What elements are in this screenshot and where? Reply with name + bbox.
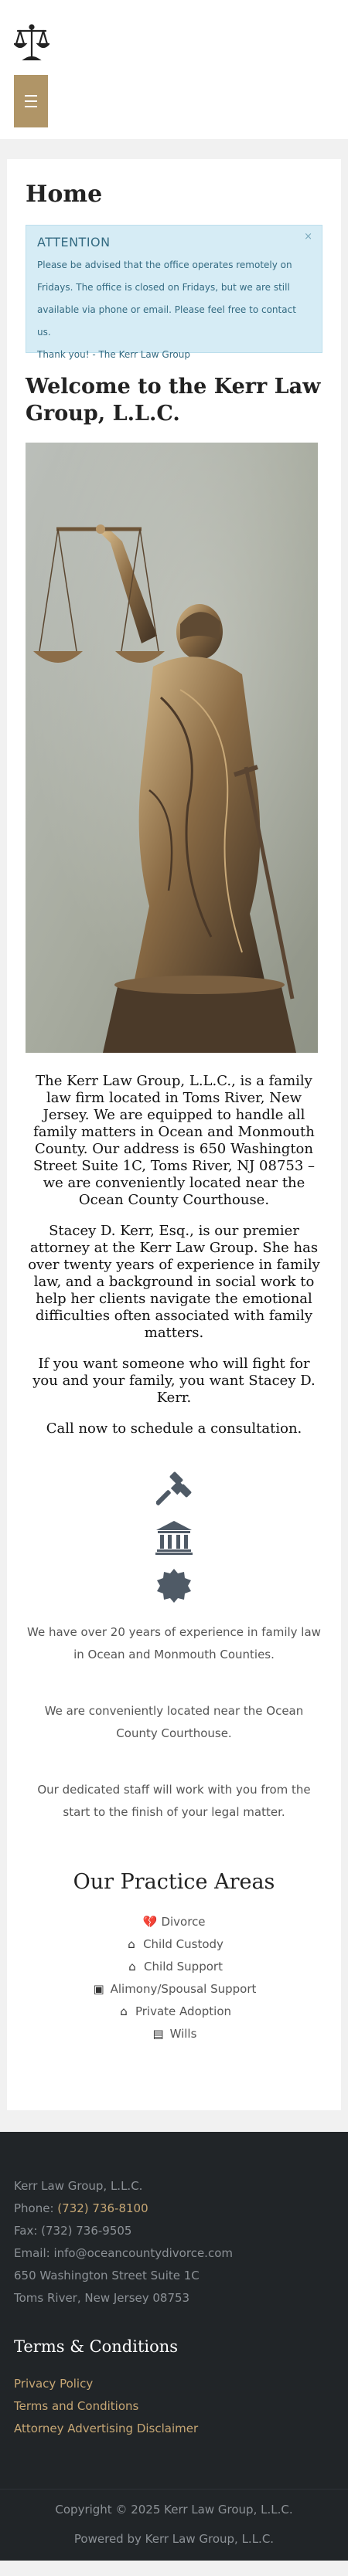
alert-line: Fridays. The office is closed on Fridays, but we are still [37,282,290,293]
feature-text-experience: We have over 20 years of experience in family law in Ocean and Monmouth Counties. [27,1625,321,1661]
main-content [7,159,341,2110]
terms-links [14,2373,334,2440]
courthouse-icon [155,1519,193,1555]
list-item[interactable]: ▣ Alimony/Spousal Support [26,1978,322,2001]
fight-paragraph: If you want someone who will fight for you and your family, you want Stacey D. Kerr. [32,1356,316,1406]
address-line: 650 Washington Street Suite 1C [14,2269,200,2282]
list-item[interactable]: ⌂ Child Support [26,1956,322,1978]
address-line: Toms River, New Jersey 08753 [14,2291,190,2305]
broken-heart-icon: 💔 [142,1915,158,1929]
welcome-heading: Welcome to the Kerr Law Group, L.L.C. [26,375,321,426]
close-icon[interactable]: × [304,231,312,243]
alert-line: Thank you! - The Kerr Law Group [37,349,190,360]
privacy-policy-link[interactable]: Privacy Policy [14,2377,94,2391]
menu-toggle-button[interactable] [14,75,48,127]
disclaimer-link[interactable]: Attorney Advertising Disclaimer [14,2422,199,2435]
intro-paragraph: The Kerr Law Group, L.L.C., is a family law firm located in Toms River, New Jersey. We are equipped to handle all family matters in Ocean and Monmouth County. Our address is 650 Washington Street Suite 1C, Toms River, NJ 08753 – we are conveniently located near the Ocean County Courthouse. [32,1073,316,1208]
site-header [0,0,348,139]
list-item[interactable]: ▤ Wills [26,2023,322,2045]
feature-text-location: We are conveniently located near the Ocean County Courthouse. [44,1704,304,1740]
seal-icon [155,1567,193,1604]
money-icon: ▣ [93,1982,104,1996]
firm-name: Kerr Law Group, L.L.C. [14,2179,143,2193]
call-to-action: Call now to schedule a consultation. [46,1420,302,1437]
list-item[interactable]: ⌂ Child Custody [26,1933,322,1956]
list-item[interactable]: 💔 Divorce [26,1911,322,1933]
hamburger-icon [25,95,37,97]
gavel-icon [156,1471,192,1507]
attention-alert [26,225,322,360]
attorney-paragraph: Stacey D. Kerr, Esq., is our premier attorney at the Kerr Law Group. She has over twenty years of experience in family law, and a background in social work to help her clients navigate the emotional difficulties often associated with family matters. [28,1223,320,1341]
phone-link[interactable]: (732) 736-8100 [57,2201,148,2215]
powered-by: Powered by Kerr Law Group, L.L.C. [73,2532,275,2546]
terms-link[interactable]: Terms and Conditions [14,2399,139,2413]
scales-logo-icon[interactable] [14,23,49,62]
terms-heading: Terms & Conditions [14,2337,179,2356]
lady-justice-statue-image [26,443,318,1053]
feature-experience [26,1471,322,1507]
copyright: Copyright © 2025 Kerr Law Group, L.L.C. [55,2503,293,2517]
practice-areas-list [26,1911,322,2045]
home-icon: ⌂ [120,2004,128,2018]
alert-line: available via phone or email. Please feel free to contact us. [37,304,296,338]
footer-bottom [0,2495,348,2554]
email[interactable]: Email: info@oceancountydivorce.com [14,2246,233,2260]
contact-info: Kerr Law Group, L.L.C. Phone: (732) 736-8100 Fax: (732) 736-9505 Email: info@oceancountydivorce.com 650 Washington Street Suite 1C Toms River, New Jersey 08753 [14,2132,334,2310]
alert-line: Please be advised that the office operates remotely on [37,260,292,270]
site-footer [0,2132,348,2561]
home-icon: ⌂ [128,1960,136,1974]
practice-areas-title: Our Practice Areas [73,1870,275,1894]
home-icon: ⌂ [128,1937,135,1951]
alert-title: ATTENTION [37,235,111,249]
page-title: Home [26,181,103,208]
document-icon: ▤ [152,2027,164,2041]
fax: Fax: (732) 736-9505 [14,2224,132,2238]
list-item[interactable]: ⌂ Private Adoption [26,2001,322,2023]
feature-text-staff: Our dedicated staff will work with you from the start to the finish of your legal matter. [37,1783,311,1819]
